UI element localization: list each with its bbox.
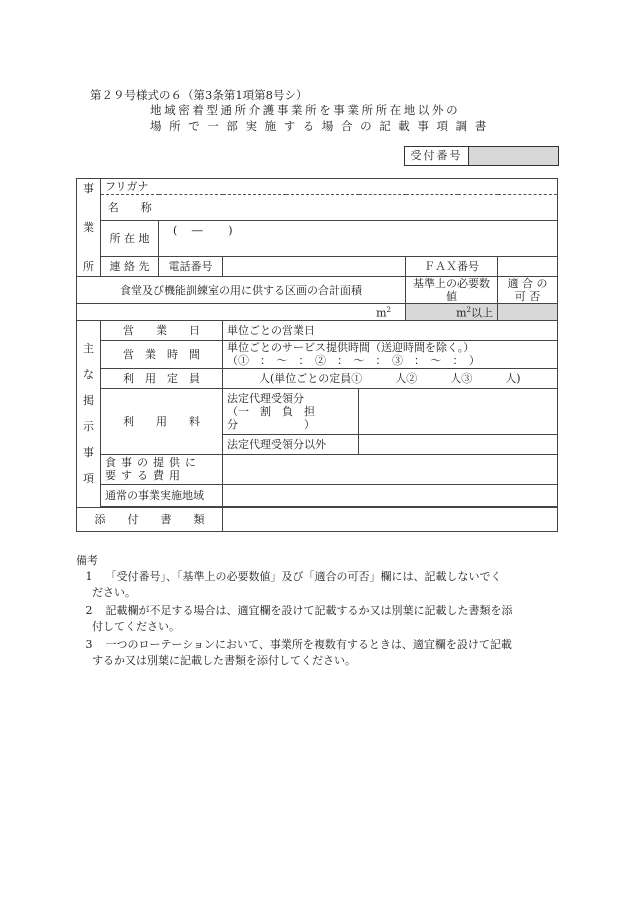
fee-legal-field[interactable] [359, 388, 558, 434]
area-value-field[interactable]: $m^2$ [77, 304, 406, 321]
area-label: 食堂及び機能訓練室の用に供する区画の合計面積 [77, 277, 406, 304]
address-field[interactable] [159, 221, 558, 257]
note-item: 2 記載欄が不足する場合は、適宜欄を設けて記載するか又は別葉に記載した書類を添 付してください。 [85, 604, 513, 633]
standard-label: 基準上の必要数値 [406, 277, 498, 304]
main-form-table [76, 178, 558, 532]
title-line-2: 場所で一部実施する場合の記載事項調書 [150, 119, 494, 133]
business-group-label: 事 業 所 [77, 179, 101, 277]
receipt-number-label: 受付番号 [405, 147, 469, 165]
business-hours-field[interactable] [223, 340, 558, 368]
attachments-label: 添 付 書 類 [77, 507, 223, 531]
fee-other-field[interactable] [359, 434, 558, 454]
meal-cost-label: 食事の提供に 要する費用 [101, 454, 223, 484]
note-item: 3 一つのローテーションにおいて、事業所を複数有するときは、適宜欄を設けて記載 するか又は別葉に記載した書類を添付してください。 [85, 638, 512, 667]
notes-title: 備考 [76, 554, 98, 567]
title-line-1: 地域密着型通所介護事業所を事業所所在地以外の [150, 103, 461, 117]
fee-other-label: 法定代理受領分以外 [223, 434, 359, 454]
phone-field[interactable] [223, 257, 406, 277]
furigana-label: フリガナ [101, 179, 159, 195]
furigana-field[interactable] [159, 179, 558, 195]
capacity-label: 利 用 定 員 [101, 368, 223, 388]
form-reference: 第２９号様式の６（第3条第1項第8号シ） [90, 88, 308, 102]
receipt-number-box [404, 146, 559, 166]
compliance-label: 適 合 の 可 否 [498, 277, 558, 304]
attachments-field[interactable] [223, 507, 558, 531]
business-hours-line-2: （① ： ～ ： ② ： ～ ： ③ ： ～ ： ） [227, 354, 480, 368]
contact-label: 連 絡 先 [101, 257, 159, 277]
business-days-label: 営 業 日 [101, 320, 223, 340]
fee-legal-label: 法定代理受領分 （一 割 負 担 分 ） [223, 388, 359, 434]
compliance-field [498, 304, 558, 321]
note-item: 1 「受付番号」、「基準上の必要数値」及び「適合の可否」欄には、記載しないでく ださい。 [85, 570, 502, 599]
capacity-field[interactable]: 人(単位ごとの定員① 人② 人③ 人) [223, 368, 558, 388]
meal-cost-field[interactable] [223, 454, 558, 484]
receipt-number-field[interactable] [469, 147, 558, 165]
fax-field[interactable] [498, 257, 558, 277]
fax-label: ＦＡＸ番号 [406, 257, 498, 277]
fee-label: 利 用 料 [101, 388, 223, 454]
main-items-group-label: 主 な 掲 示 事 項 [77, 320, 101, 507]
service-area-label: 通常の事業実施地域 [101, 484, 223, 506]
business-days-field[interactable]: 単位ごとの営業日 [223, 320, 558, 340]
service-area-field[interactable] [223, 484, 558, 506]
address-label: 所 在 地 [101, 221, 159, 257]
standard-value-field: $m^2$以上 [406, 304, 498, 321]
phone-label: 電話番号 [159, 257, 223, 277]
address-postal: ( ― ) [173, 224, 233, 237]
name-label: 名 称 [101, 195, 159, 221]
name-field[interactable] [159, 195, 558, 221]
business-hours-label: 営 業 時 間 [101, 340, 223, 368]
business-hours-line-1: 単位ごとのサービス提供時間（送迎時間を除く。） [227, 341, 475, 355]
